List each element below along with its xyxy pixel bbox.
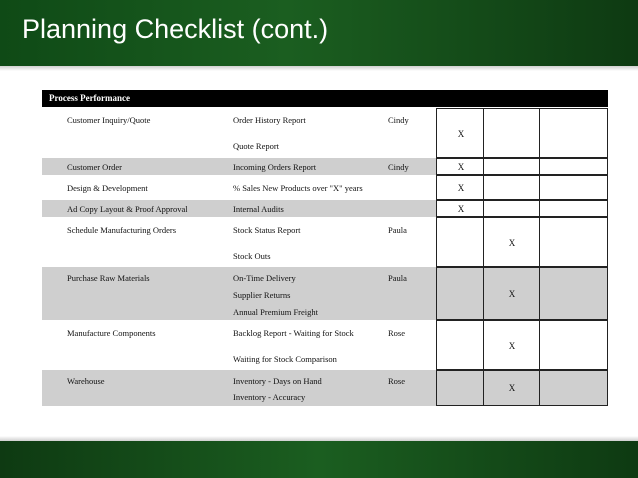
process-name: Customer Inquiry/Quote [67, 115, 151, 125]
check-mark: X [508, 383, 516, 393]
check-box [539, 217, 608, 267]
check-box [539, 158, 608, 175]
report-name: Inventory - Days on Hand [233, 376, 322, 386]
table-row [42, 320, 608, 370]
section-header [42, 90, 608, 107]
report-name: Quote Report [233, 141, 280, 151]
check-box [436, 320, 484, 370]
report-name: Incoming Orders Report [233, 162, 317, 172]
report-name: Backlog Report - Waiting for Stock [233, 328, 354, 338]
process-name: Ad Copy Layout & Proof Approval [67, 204, 188, 214]
table-row [42, 108, 608, 158]
report-name: On-Time Delivery [233, 273, 296, 283]
process-name: Purchase Raw Materials [67, 273, 150, 283]
report-name: Supplier Returns [233, 290, 291, 300]
check-mark: X [508, 289, 516, 299]
check-box [436, 267, 484, 320]
check-box [539, 175, 608, 200]
process-name: Schedule Manufacturing Orders [67, 225, 177, 235]
owner-name: Paula [388, 273, 407, 283]
report-name: Waiting for Stock Comparison [233, 354, 337, 364]
check-box [539, 108, 608, 158]
owner-name: Cindy [388, 115, 409, 125]
check-mark: X [508, 341, 516, 351]
slide-header [0, 0, 638, 66]
check-box [483, 200, 540, 217]
check-box [483, 158, 540, 175]
check-mark: X [508, 238, 516, 248]
process-name: Warehouse [67, 376, 105, 386]
owner-name: Rose [388, 376, 405, 386]
table-row [42, 370, 608, 406]
report-name: Inventory - Accuracy [233, 392, 306, 402]
table-row [42, 200, 608, 217]
table-row [42, 175, 608, 200]
report-name: Stock Outs [233, 251, 271, 261]
check-box [539, 370, 608, 406]
check-box [436, 370, 484, 406]
report-name: Annual Premium Freight [233, 307, 318, 317]
check-mark: X [457, 204, 465, 214]
check-box [483, 175, 540, 200]
report-name: % Sales New Products over "X" years [233, 183, 363, 193]
slide-footer [0, 441, 638, 478]
slide-title: Planning Checklist (cont.) [22, 14, 329, 44]
process-name: Customer Order [67, 162, 123, 172]
header-divider [0, 66, 638, 71]
table-row [42, 158, 608, 175]
check-mark: X [457, 129, 465, 139]
owner-name: Paula [388, 225, 407, 235]
check-box [539, 320, 608, 370]
section-label: Process Performance [49, 93, 131, 103]
report-name: Order History Report [233, 115, 306, 125]
check-mark: X [457, 183, 465, 193]
table-row [42, 267, 608, 320]
owner-name: Cindy [388, 162, 409, 172]
owner-name: Rose [388, 328, 405, 338]
table-row [42, 217, 608, 267]
report-name: Stock Status Report [233, 225, 301, 235]
check-mark: X [457, 162, 465, 172]
check-box [483, 108, 540, 158]
check-box [539, 267, 608, 320]
check-box [436, 217, 484, 267]
check-box [539, 200, 608, 217]
process-name: Manufacture Components [67, 328, 156, 338]
report-name: Internal Audits [233, 204, 284, 214]
process-name: Design & Development [67, 183, 148, 193]
